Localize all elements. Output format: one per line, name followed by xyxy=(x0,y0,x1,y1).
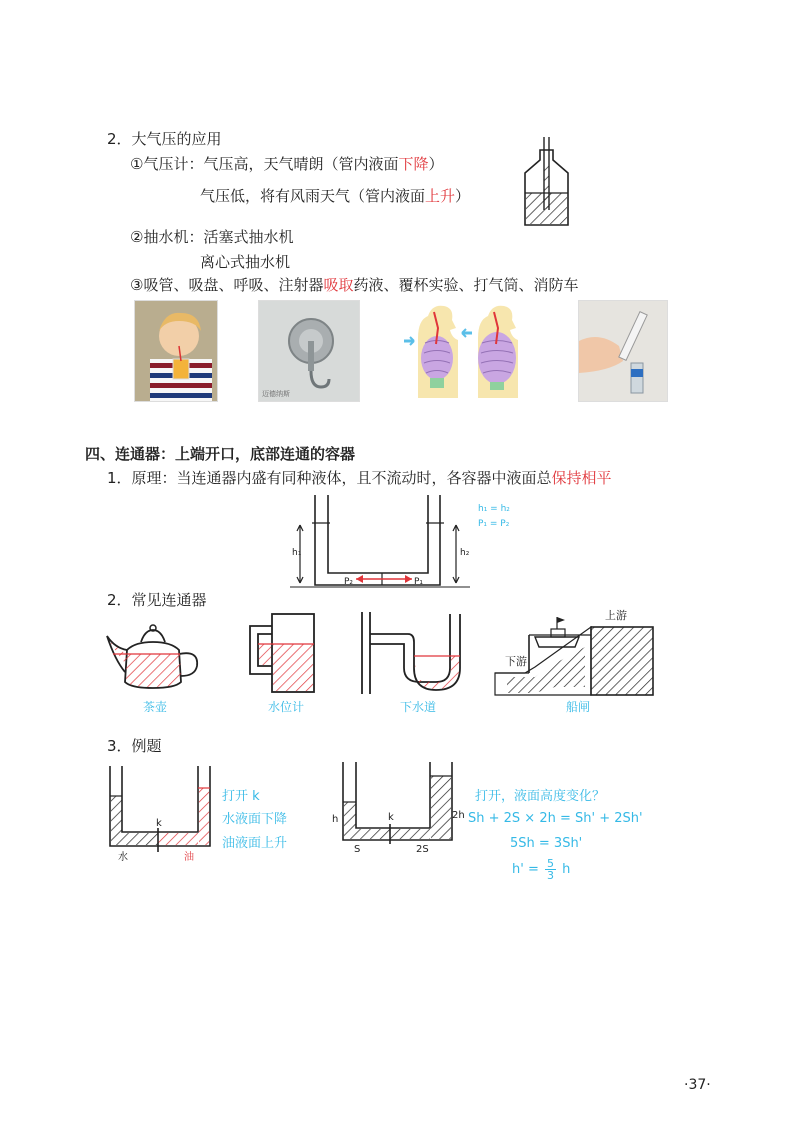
keyword-rise: 上升 xyxy=(425,187,456,205)
eq3-denominator: 3 xyxy=(546,869,554,882)
ex2-equation-1: Sh + 2S × 2h = Sh' + 2Sh' xyxy=(468,811,643,826)
label-s: S xyxy=(354,844,361,855)
principle-text: 1．原理：当连通器内盛有同种液体，且不流动时，各容器中液面总 xyxy=(107,469,552,487)
photo-suction-hook xyxy=(258,300,360,402)
eq3-fraction xyxy=(545,858,556,881)
label-h: h xyxy=(332,814,339,825)
label-water: 水 xyxy=(118,852,128,863)
label-2s: 2S xyxy=(416,844,429,855)
barometer-bottle-diagram xyxy=(520,135,575,230)
barometer-line-1 xyxy=(130,155,443,173)
caption-drain: 下水道 xyxy=(399,700,436,714)
pump-line-1: ②抽水机：活塞式抽水机 xyxy=(130,228,294,246)
ex1-note-3: 油液面上升 xyxy=(222,836,288,851)
principle-line xyxy=(107,469,612,487)
photo-syringe xyxy=(578,300,668,402)
uses-line xyxy=(130,276,578,294)
uses-text: ③吸管、吸盘、呼吸、注射器 xyxy=(130,276,324,294)
label-valve-k: k xyxy=(156,818,162,829)
eq3-numerator: 5 xyxy=(546,857,554,870)
ex2-equation-2: 5Sh = 3Sh' xyxy=(510,836,583,851)
label-downstream: 下游 xyxy=(505,655,527,668)
note-h-equal: h₁ = h₂ xyxy=(478,504,510,514)
drain-trap-diagram xyxy=(360,612,472,694)
ex2-equation-3 xyxy=(512,858,570,881)
common-vessels-title: 2．常见连通器 xyxy=(107,591,207,609)
label-oil: 油 xyxy=(184,852,194,863)
paren-close: ） xyxy=(428,155,444,173)
eq3-lhs: h' = xyxy=(512,862,539,877)
u-tube-diagram xyxy=(290,495,470,595)
caption-water-gauge: 水位计 xyxy=(267,700,304,714)
uses-text-2: 药液、覆杯实验、打气筒、消防车 xyxy=(353,276,579,294)
label-h2: h₂ xyxy=(460,548,470,558)
example-title: 3．例题 xyxy=(107,737,162,755)
keyword-fall: 下降 xyxy=(398,155,429,173)
water-gauge-diagram xyxy=(246,612,318,694)
breathing-diagram xyxy=(400,298,520,402)
pump-line-2: 离心式抽水机 xyxy=(200,253,291,271)
page-number: ·37· xyxy=(684,1077,711,1093)
caption-ship-lock: 船闸 xyxy=(565,700,590,714)
label-h1: h₁ xyxy=(292,548,302,558)
barometer-text: ①气压计：气压高，天气晴朗（管内液面 xyxy=(130,155,399,173)
label-valve-k: k xyxy=(388,812,394,823)
barometer-line-2 xyxy=(200,187,470,205)
label-p1: P₁ xyxy=(414,577,424,587)
example2-diagram xyxy=(330,760,465,855)
eq3-h: h xyxy=(562,862,571,877)
ex1-note-2: 水液面下降 xyxy=(222,812,288,827)
barometer-text: 气压低，将有风雨天气（管内液面 xyxy=(200,187,426,205)
caption-teapot: 茶壶 xyxy=(142,700,167,714)
section4-heading: 四、连通器：上端开口，底部连通的容器 xyxy=(85,445,356,463)
keyword-keep-level: 保持相平 xyxy=(551,469,612,487)
photo-boy-drinking xyxy=(134,300,218,402)
ship-lock-diagram xyxy=(495,607,655,697)
label-p2: P₂ xyxy=(344,577,354,587)
teapot-diagram xyxy=(105,620,203,690)
label-2h: 2h xyxy=(452,810,465,821)
example1-diagram xyxy=(100,762,220,862)
paren-close: ） xyxy=(455,187,471,205)
photo-credit: 迈德纳斯 xyxy=(262,390,290,398)
note-p-equal: P₁ = P₂ xyxy=(478,519,510,529)
label-upstream: 上游 xyxy=(605,609,627,622)
ex1-note-1: 打开 k xyxy=(222,789,260,804)
section-title: 2．大气压的应用 xyxy=(107,130,222,148)
keyword-draw: 吸取 xyxy=(323,276,354,294)
ex2-question: 打开，液面高度变化？ xyxy=(475,789,606,804)
